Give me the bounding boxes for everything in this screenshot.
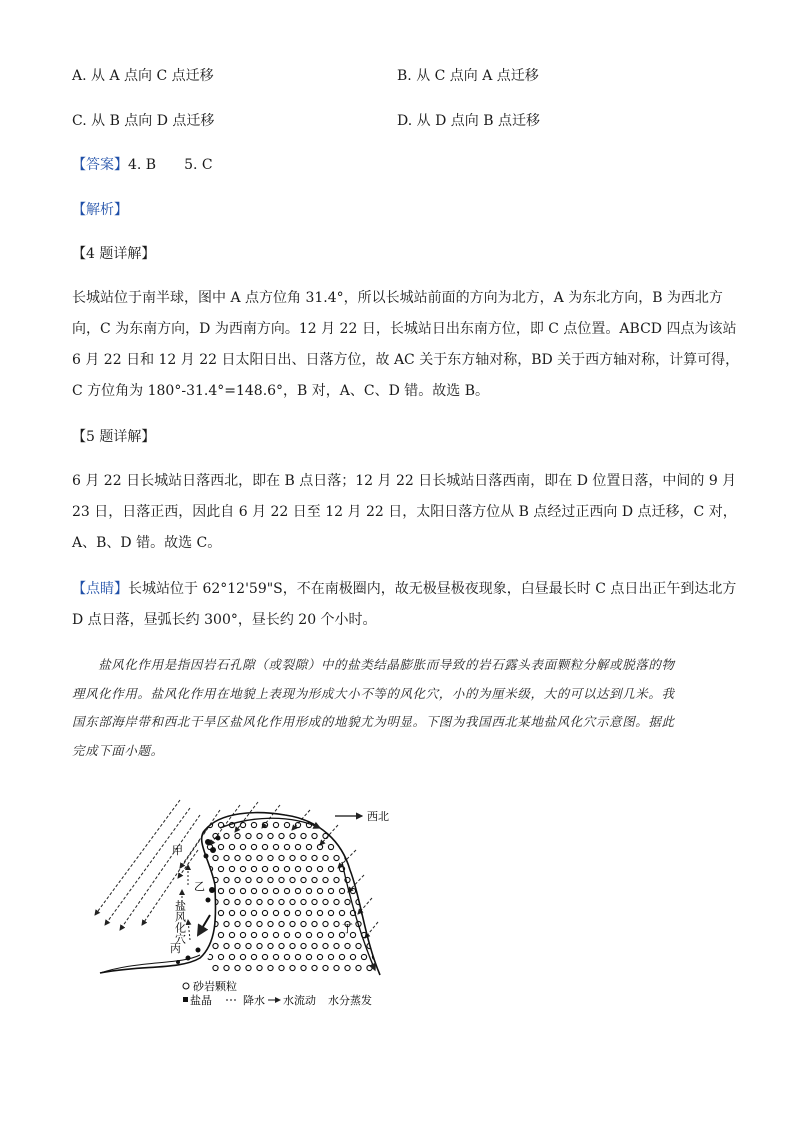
sandstone-grain xyxy=(312,877,317,882)
sandstone-grain xyxy=(235,855,240,860)
sandstone-grain xyxy=(207,954,212,959)
sandstone-grain xyxy=(251,866,256,871)
sandstone-grain xyxy=(334,833,339,838)
sandstone-grain xyxy=(339,910,344,915)
sandstone-grain xyxy=(268,877,273,882)
sandstone-grain xyxy=(213,965,218,970)
sandstone-grain xyxy=(246,899,251,904)
sandstone-grain xyxy=(262,888,267,893)
sandstone-grain xyxy=(312,921,317,926)
q4-line: C 方位角为 180°-31.4°=148.6°，B 对，A、C、D 错。故选 B。 xyxy=(72,383,490,399)
sandstone-grain xyxy=(312,965,317,970)
sandstone-grain xyxy=(295,866,300,871)
q4-line: 长城站位于南半球，图中 A 点方位角 31.4°，所以长城站前面的方向为北方，A 为东北方向，B 为西北方 xyxy=(72,290,723,306)
sandstone-grain xyxy=(218,844,223,849)
legend-evap: 水分蒸发 xyxy=(328,994,372,1007)
sandstone-grain xyxy=(334,899,339,904)
sandstone-grain xyxy=(350,954,355,959)
legend-rain: 降水 xyxy=(243,994,265,1007)
sandstone-grain xyxy=(306,844,311,849)
tip-body xyxy=(72,574,737,636)
sandstone-grain xyxy=(345,899,350,904)
sandstone-grain xyxy=(317,932,322,937)
sandstone-grain xyxy=(328,866,333,871)
sandstone-grain xyxy=(279,965,284,970)
q4-line: 6 月 22 日和 12 月 22 日太阳日出、日落方位，故 AC 关于东方轴对称，BD 关于西方轴对称，计算可得， xyxy=(72,352,740,368)
sandstone-grain xyxy=(356,833,361,838)
sandstone-grain xyxy=(229,932,234,937)
sandstone-grain xyxy=(240,844,245,849)
sandstone-grain xyxy=(257,833,262,838)
sandstone-grain xyxy=(367,921,372,926)
sandstone-grain xyxy=(345,965,350,970)
legend-salt: 盐晶 xyxy=(190,994,212,1007)
sandstone-grain xyxy=(301,965,306,970)
sandstone-grain xyxy=(295,844,300,849)
sandstone-grain xyxy=(251,844,256,849)
sandstone-grain xyxy=(279,921,284,926)
sandstone-grain xyxy=(284,866,289,871)
sandstone-grain xyxy=(279,899,284,904)
label-bing: 丙 xyxy=(170,942,181,955)
sandstone-grain xyxy=(323,943,328,948)
q4-title: 【4 题详解】 xyxy=(72,246,156,262)
sandstone-grain xyxy=(235,899,240,904)
sandstone-grain xyxy=(279,855,284,860)
sandstone-grain xyxy=(279,943,284,948)
sandstone-grain xyxy=(240,866,245,871)
q5-body xyxy=(72,466,737,559)
sandstone-grain xyxy=(240,910,245,915)
sandstone-grain xyxy=(229,888,234,893)
tip-line: 长城站位于 62°12'59"S，不在南极圈内，故无极昼极夜现象，白昼最长时 C 点日出正午到达北方 xyxy=(128,581,737,597)
sandstone-grain xyxy=(361,822,366,827)
sandstone-grain xyxy=(207,910,212,915)
legend-flow: 水流动 xyxy=(283,994,316,1007)
sandstone-grain xyxy=(317,844,322,849)
sandstone-grain xyxy=(279,833,284,838)
sandstone-grain xyxy=(328,822,333,827)
sandstone-grain xyxy=(367,965,372,970)
sandstone-grain xyxy=(306,866,311,871)
sandstone-grain xyxy=(218,866,223,871)
sandstone-grain xyxy=(268,855,273,860)
sandstone-grain xyxy=(273,910,278,915)
sandstone-grain xyxy=(339,888,344,893)
intro-line: 国东部海岸带和西北干旱区盐风化作用形成的地貌尤为明显。下图为我国西北某地盐风化穴示意图。据此 xyxy=(72,714,675,729)
sandstone-grain xyxy=(301,855,306,860)
sandstone-grain xyxy=(251,932,256,937)
q5-line: A、B、D 错。故选 C。 xyxy=(72,535,222,551)
sandstone-grain xyxy=(224,833,229,838)
sandstone-grain xyxy=(372,888,377,893)
q5-line: 23 日，日落正西，因此自 6 月 22 日至 12 月 22 日，太阳日落方位从 B 点经过正西向 D 点迁移，C 对， xyxy=(72,504,737,520)
intro-line: 理风化作用。盐风化作用在地貌上表现为形成大小不等的风化穴，小的为厘米级，大的可以达到几米。我 xyxy=(72,685,675,701)
sandstone-grain xyxy=(251,888,256,893)
q4-body xyxy=(72,283,740,407)
sandstone-grain xyxy=(350,822,355,827)
sandstone-grain xyxy=(218,910,223,915)
tip-line-1 xyxy=(72,574,737,605)
sandstone-grain xyxy=(328,910,333,915)
sandstone-grain xyxy=(306,932,311,937)
sandstone-grain xyxy=(301,921,306,926)
sandstone-grain xyxy=(372,910,377,915)
sandstone-grain xyxy=(306,910,311,915)
sandstone-grain xyxy=(290,921,295,926)
sandstone-grain xyxy=(257,899,262,904)
sandstone-grain xyxy=(290,899,295,904)
sandstone-grain xyxy=(224,943,229,948)
sandstone-grain xyxy=(224,899,229,904)
sandstone-grain xyxy=(235,943,240,948)
sandstone-grain xyxy=(328,932,333,937)
sandstone-grain xyxy=(284,822,289,827)
legend-sandstone: 砂岩颗粒 xyxy=(193,980,237,993)
sandstone-grain xyxy=(229,954,234,959)
sandstone-grain xyxy=(284,932,289,937)
sandstone-grain xyxy=(268,833,273,838)
sandstone-grain xyxy=(317,910,322,915)
sandstone-grain xyxy=(323,921,328,926)
sandstone-grain xyxy=(262,910,267,915)
sandstone-grain xyxy=(224,877,229,882)
sandstone-grain xyxy=(356,965,361,970)
sandstone-grain xyxy=(218,888,223,893)
sandstone-grain xyxy=(268,921,273,926)
sandstone-grain xyxy=(334,855,339,860)
sandstone-grain xyxy=(323,855,328,860)
option-d: D. 从 D 点向 B 点迁移 xyxy=(397,113,540,129)
sandstone-grain xyxy=(339,822,344,827)
sandstone-grain xyxy=(251,822,256,827)
sandstone-grain xyxy=(257,877,262,882)
sandstone-grain xyxy=(372,822,377,827)
sandstone-grain xyxy=(246,877,251,882)
sandstone-grain xyxy=(224,855,229,860)
label-ding: 丁 xyxy=(342,922,353,935)
legend xyxy=(183,979,372,1007)
sandstone-grain xyxy=(356,877,361,882)
option-a: A. 从 A 点向 C 点迁移 xyxy=(72,68,214,84)
answer-text: 4. B 5. C xyxy=(128,157,213,173)
answer-tag: 【答案】 xyxy=(72,157,128,173)
sandstone-grain xyxy=(367,877,372,882)
sandstone-grain xyxy=(301,833,306,838)
sandstone-grain xyxy=(295,910,300,915)
intro-line: 盐风化作用是指因岩石孔隙（或裂隙）中的盐类结晶膨胀而导致的岩石露头表面颗粒分解或脱落的物 xyxy=(72,657,675,672)
sandstone-grain xyxy=(240,822,245,827)
sandstone-grain xyxy=(317,954,322,959)
sandstone-grain xyxy=(301,943,306,948)
sandstone-grain xyxy=(218,932,223,937)
answer-line xyxy=(72,155,213,175)
sandstone-grain xyxy=(367,855,372,860)
sandstone-grain xyxy=(268,965,273,970)
sandstone-grains xyxy=(207,822,377,970)
sandstone-grain xyxy=(290,877,295,882)
sandstone-grain xyxy=(334,877,339,882)
sandstone-grain xyxy=(279,877,284,882)
sandstone-grain xyxy=(240,954,245,959)
sandstone-grain xyxy=(229,910,234,915)
sandstone-grain xyxy=(284,888,289,893)
sandstone-grain xyxy=(323,877,328,882)
sandstone-grain xyxy=(257,855,262,860)
sandstone-grain xyxy=(295,954,300,959)
sandstone-grain xyxy=(334,943,339,948)
sandstone-grain xyxy=(361,954,366,959)
sandstone-grain xyxy=(361,866,366,871)
sandstone-grain xyxy=(262,866,267,871)
sandstone-grain xyxy=(361,888,366,893)
sandstone-grain xyxy=(246,855,251,860)
q5-line: 6 月 22 日长城站日落西北，即在 B 点日落；12 月 22 日长城站日落西南，即在 D 位置日落，中间的 9 月 xyxy=(72,473,737,489)
sandstone-grain xyxy=(235,833,240,838)
sandstone-grain xyxy=(251,910,256,915)
sandstone-grain xyxy=(262,822,267,827)
sandstone-grain xyxy=(284,910,289,915)
sandstone-grain xyxy=(312,943,317,948)
sandstone-grain xyxy=(361,844,366,849)
sandstone-grain xyxy=(251,954,256,959)
option-c: C. 从 B 点向 D 点迁移 xyxy=(72,113,215,129)
sandstone-grain xyxy=(339,954,344,959)
question-intro xyxy=(72,651,732,765)
sandstone-grain xyxy=(372,844,377,849)
sandstone-grain xyxy=(229,844,234,849)
sandstone-grain xyxy=(356,943,361,948)
q5-title: 【5 题详解】 xyxy=(72,429,156,445)
sandstone-grain xyxy=(312,855,317,860)
label-jia: 甲 xyxy=(172,844,183,857)
sandstone-grain xyxy=(350,844,355,849)
sandstone-grain xyxy=(372,932,377,937)
sandstone-grain xyxy=(229,866,234,871)
sandstone-grain xyxy=(268,943,273,948)
rain-arrows xyxy=(95,800,378,938)
cave-pointer-arrow xyxy=(198,915,210,935)
sandstone-grain xyxy=(345,943,350,948)
tip-tag: 【点睛】 xyxy=(72,581,128,597)
sandstone-grain xyxy=(268,899,273,904)
sandstone-grain xyxy=(306,954,311,959)
sandstone-grain xyxy=(328,844,333,849)
sandstone-grain xyxy=(372,866,377,871)
sandstone-grain xyxy=(235,965,240,970)
sandstone-grain xyxy=(367,833,372,838)
sandstone-grain xyxy=(345,833,350,838)
tip-line: D 点日落，昼弧长约 300°，昼长约 20 个小时。 xyxy=(72,612,377,628)
sandstone-grain xyxy=(284,954,289,959)
sandstone-grain xyxy=(246,833,251,838)
sandstone-grain xyxy=(334,921,339,926)
salt-weathering-diagram xyxy=(80,790,410,1020)
sandstone-grain xyxy=(301,899,306,904)
sandstone-grain xyxy=(306,888,311,893)
sandstone-grain xyxy=(218,954,223,959)
label-salt-cave: 盐风化穴 xyxy=(173,900,187,944)
sandstone-grain xyxy=(290,855,295,860)
sandstone-grain xyxy=(312,899,317,904)
sandstone-grain xyxy=(240,932,245,937)
sandstone-grain xyxy=(273,822,278,827)
sandstone-grain xyxy=(290,833,295,838)
option-b: B. 从 C 点向 A 点迁移 xyxy=(397,68,539,84)
sandstone-grain xyxy=(350,866,355,871)
sandstone-grain xyxy=(323,965,328,970)
sandstone-grain xyxy=(246,921,251,926)
sandstone-grain xyxy=(262,954,267,959)
sandstone-grain xyxy=(224,921,229,926)
sandstone-grain xyxy=(290,965,295,970)
sandstone-grain xyxy=(246,943,251,948)
sandstone-grain xyxy=(323,899,328,904)
sandstone-grain xyxy=(273,844,278,849)
sandstone-grain xyxy=(334,965,339,970)
sandstone-grain xyxy=(317,888,322,893)
sandstone-grain xyxy=(356,855,361,860)
sandstone-grain xyxy=(240,888,245,893)
sandstone-grain xyxy=(262,932,267,937)
sandstone-grain xyxy=(284,844,289,849)
sandstone-grain xyxy=(213,855,218,860)
sandstone-grain xyxy=(235,877,240,882)
sandstone-grain xyxy=(273,866,278,871)
sandstone-grain xyxy=(301,877,306,882)
sandstone-grain xyxy=(295,888,300,893)
sandstone-grain xyxy=(290,943,295,948)
sandstone-grain xyxy=(328,888,333,893)
intro-line: 完成下面小题。 xyxy=(72,742,164,758)
q4-line: 向，C 为东南方向，D 为西南方向。12 月 22 日，长城站日出东南方位，即 C 点位置。ABCD 四点为该站 xyxy=(72,321,737,337)
sandstone-grain xyxy=(213,943,218,948)
sandstone-grain xyxy=(246,965,251,970)
sandstone-grain xyxy=(317,866,322,871)
sandstone-grain xyxy=(367,899,372,904)
sandstone-grain xyxy=(273,888,278,893)
sandstone-grain xyxy=(257,965,262,970)
sandstone-grain xyxy=(257,921,262,926)
sandstone-grain xyxy=(262,844,267,849)
sandstone-grain xyxy=(312,833,317,838)
sandstone-grain xyxy=(295,932,300,937)
sandstone-grain xyxy=(323,833,328,838)
direction-label: 西北 xyxy=(367,810,389,823)
sandstone-grain xyxy=(350,888,355,893)
label-yi: 乙 xyxy=(194,880,205,893)
sandstone-grain xyxy=(224,965,229,970)
sandstone-grain xyxy=(273,932,278,937)
sandstone-grain xyxy=(235,921,240,926)
analysis-tag: 【解析】 xyxy=(72,202,128,218)
sandstone-grain xyxy=(328,954,333,959)
sandstone-grain xyxy=(273,954,278,959)
sandstone-grain xyxy=(257,943,262,948)
